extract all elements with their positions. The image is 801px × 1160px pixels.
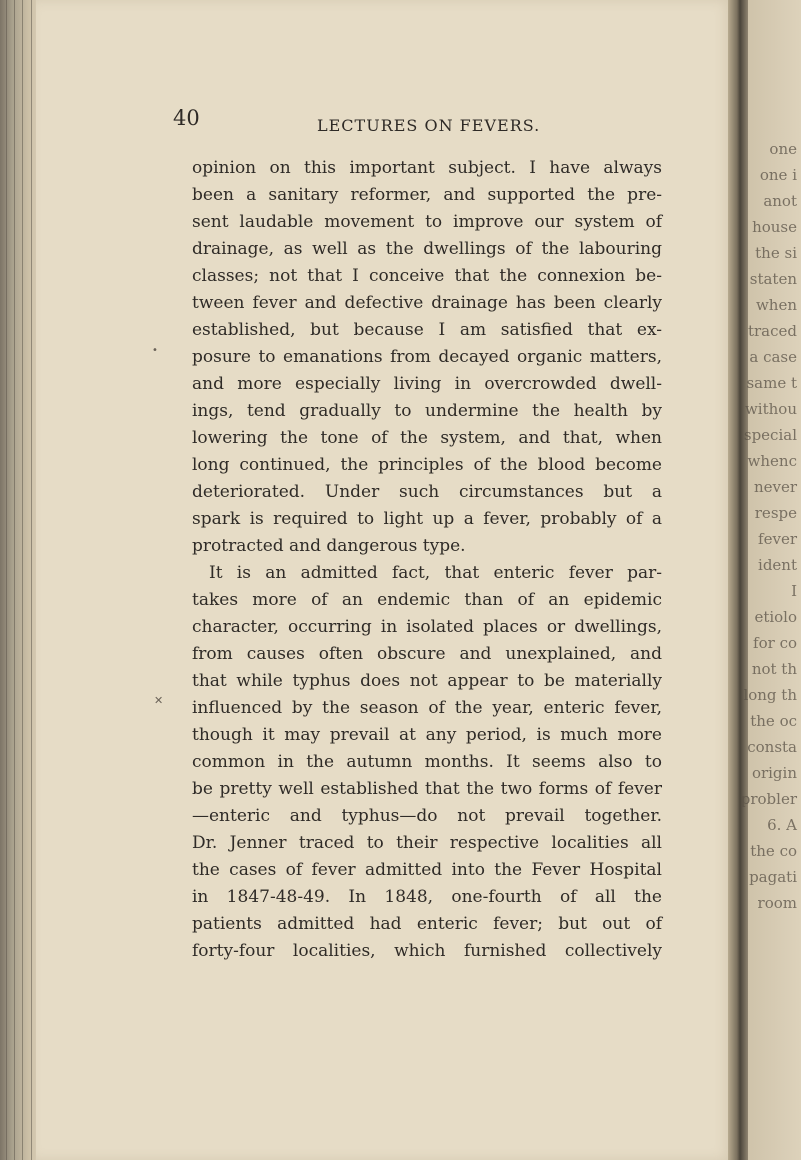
text-line: that while typhus does not appear to be materially bbox=[192, 671, 662, 691]
facing-page-fragment: the si bbox=[755, 244, 797, 262]
margin-dot: • bbox=[152, 345, 158, 356]
facing-page-fragment: the oc bbox=[750, 712, 797, 730]
facing-page-fragment: staten bbox=[749, 270, 797, 288]
text-line: forty-four localities, which furnished collectively bbox=[192, 941, 662, 961]
text-line: the cases of fever admitted into the Fever Hospital bbox=[192, 860, 662, 880]
text-line: posure to emanations from decayed organic matters, bbox=[192, 347, 662, 367]
facing-page-fragment: I bbox=[791, 582, 797, 600]
text-line: long continued, the principles of the blood become bbox=[192, 455, 662, 475]
text-line: influenced by the season of the year, enteric fever, bbox=[192, 698, 662, 718]
facing-page-fragment: one i bbox=[759, 166, 797, 184]
facing-page-fragment: 6. A bbox=[767, 816, 797, 834]
facing-page-fragment: etiolo bbox=[754, 608, 797, 626]
facing-page-fragment: respe bbox=[754, 504, 797, 522]
facing-page-fragment: ident bbox=[758, 556, 797, 574]
facing-page-fragment: house bbox=[752, 218, 797, 236]
text-line: ings, tend gradually to undermine the health by bbox=[192, 401, 662, 421]
text-line: classes; not that I conceive that the connexion be- bbox=[192, 266, 662, 286]
text-line: takes more of an endemic than of an epidemic bbox=[192, 590, 662, 610]
facing-page-fragment: fever bbox=[758, 530, 797, 548]
margin-mark: ✕ bbox=[154, 694, 164, 707]
facing-page-edge bbox=[740, 0, 801, 1160]
text-line: lowering the tone of the system, and that, when bbox=[192, 428, 662, 448]
text-line: opinion on this important subject. I have always bbox=[192, 158, 662, 178]
text-line: protracted and dangerous type. bbox=[192, 536, 466, 556]
facing-page-fragment: consta bbox=[747, 738, 797, 756]
facing-page-fragment: withou bbox=[744, 400, 797, 418]
facing-page-fragment: special bbox=[743, 426, 797, 444]
text-line: in 1847-48-49. In 1848, one-fourth of all the bbox=[192, 887, 662, 907]
text-line: from causes often obscure and unexplained, and bbox=[192, 644, 662, 664]
book-gutter bbox=[728, 0, 748, 1160]
text-line: be pretty well established that the two forms of fever bbox=[192, 779, 662, 799]
facing-page-fragment: never bbox=[753, 478, 797, 496]
running-head: LECTURES ON FEVERS. bbox=[317, 116, 541, 135]
facing-page-fragment: pagati bbox=[749, 868, 797, 886]
text-line: patients admitted had enteric fever; but out of bbox=[192, 914, 662, 934]
text-line: and more especially living in overcrowded dwell- bbox=[192, 374, 662, 394]
facing-page-fragment: whenc bbox=[747, 452, 797, 470]
facing-page-fragment: for co bbox=[753, 634, 797, 652]
text-line: established, but because I am satisfied that ex- bbox=[192, 320, 662, 340]
facing-page-fragment: probler bbox=[740, 790, 797, 808]
facing-page-fragment: room bbox=[757, 894, 797, 912]
text-line: character, occurring in isolated places or dwellings, bbox=[192, 617, 662, 637]
text-line: spark is required to light up a fever, probably of a bbox=[192, 509, 662, 529]
text-line: been a sanitary reformer, and supported the pre- bbox=[192, 185, 662, 205]
body-text bbox=[192, 155, 662, 965]
text-line: tween fever and defective drainage has been clearly bbox=[192, 293, 662, 313]
text-line: It is an admitted fact, that enteric fever par- bbox=[209, 563, 662, 583]
facing-page-fragment: long th bbox=[743, 686, 797, 704]
facing-page-fragment: same t bbox=[746, 374, 797, 392]
text-line: —enteric and typhus—do not prevail together. bbox=[192, 806, 662, 826]
facing-page-fragment: origin bbox=[751, 764, 797, 782]
book-left-edge bbox=[0, 0, 40, 1160]
text-line: sent laudable movement to improve our system of bbox=[192, 212, 662, 232]
page-number: 40 bbox=[173, 106, 200, 130]
facing-page-fragment: not th bbox=[751, 660, 797, 678]
facing-page-fragment: one bbox=[769, 140, 797, 158]
text-line: deteriorated. Under such circumstances but a bbox=[192, 482, 662, 502]
facing-page-fragment: the co bbox=[750, 842, 797, 860]
facing-page-fragment: traced bbox=[747, 322, 797, 340]
text-line: Dr. Jenner traced to their respective localities all bbox=[192, 833, 662, 853]
text-line: common in the autumn months. It seems also to bbox=[192, 752, 662, 772]
facing-page-fragment: when bbox=[755, 296, 797, 314]
facing-page-fragment: a case bbox=[749, 348, 797, 366]
text-line: drainage, as well as the dwellings of the labouring bbox=[192, 239, 662, 259]
facing-page-fragment: anot bbox=[763, 192, 797, 210]
text-line: though it may prevail at any period, is much more bbox=[192, 725, 662, 745]
